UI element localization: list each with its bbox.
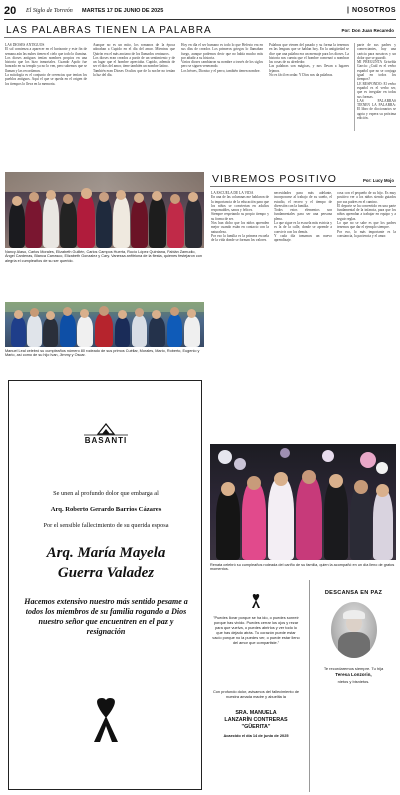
page-number: 20	[4, 5, 17, 17]
top-article-col-3: Hoy en día el ser humano es todo lo que Hefesto era en sus días de creador. Los primeros griegos lo llamaban fuego, aunque podemos decir que no había mucho más por añadir a su historia. Varios dioses cambiaron su nombre a través de los siglos pero se siguen venerando. Los héroes, Dioniso y el perro, también tienen nombre.	[181, 43, 263, 73]
memorial-name-line-2: LANZARÍN CONTRERAS	[224, 717, 288, 723]
sidebar-column: parte de sus padres y comerciantes, hay una caricia para nosotros y un dolor que se guardó. MI PREGUNTA Griselda García: ¿Cuál es el verbo español que no se conjuga igual en todos los tiempos? LE RESPONDO: El verbo español es el verbo ser, que es irregular en todas sus formas. LAS PALABRAS TIENEN LA PALABRA: El libro de diccionarios se agota y espera su próxima edición.	[354, 43, 396, 131]
vibremos-byline: Por: Lucy Mojo	[362, 178, 394, 183]
obituary-deceased-line-2: Guerra Valadez	[57, 565, 155, 581]
obituary-message: Hacemos extensivo nuestro más sentido pesame a todos los miembros de su familia rogando a Dios nuestro señor que encuentren en el paz y resignación	[24, 597, 188, 636]
obituary-intro: Se unen al profundo dolor que embarga al	[53, 490, 159, 497]
descansa-portrait	[331, 602, 377, 658]
memorial-date: Acaecido el día 14 de junio de 2025	[223, 733, 289, 738]
group-photo-birthday	[5, 302, 204, 347]
descansa-family: nietos y bisnietos.	[337, 679, 370, 684]
group-photo-birthday-caption: Manuel Leal celebró su cumpleaños número 80 rodeado de sus primos Cuéllar, Morales, Mario, Roberto, Eugenio y Mario, así como de su hijo Ivan, Jimmy y Oscar.	[5, 349, 200, 358]
vibremos-col-3: cosa con el pequeño de su hijo. Es muy positivo ver a los niños siendo guiados por sus padres en el camino. El deporte se ha convertido en una parte fundamental de la infancia, para que los niños aprendan a trabajar en equipo y a seguir reglas. Lo que no se sabe es que los padres tenemos que dar el ejemplo siempre. Por eso, lo más importante es la constancia, la paciencia y el amor.	[337, 191, 396, 238]
memorial-poem: "Puedes llorar porque se ha ido, o puedes sonreír porque has vivido. Puedes cerrar los ojos y rezar para que vuelva, o puedes abrirlos y ver todo lo que has dejado atrás. Tu corazón puede estar vacío porque no la puedes ver, o puede estar lleno del amor que compartiste."	[212, 615, 300, 645]
obituary-notice	[8, 380, 202, 790]
top-article-col-2: Aunque no es un mito, los romanos de la época adoraban a Cupido en el día del amor. Mientras que Quirón era el más anciano de los llamados centauros. Los dioses eran creados a partir de un sentimiento y de un lugar que el hombre apreciaba. Cupido, además de ser el dios del amor, tiene también un nombre latino. También eran Dioses Ocultos que de la noche no tenían la luz del día.	[93, 43, 175, 78]
vibremos-title: VIBREMOS POSITIVO	[212, 173, 337, 185]
top-article-title: LAS PALABRAS TIENEN LA PALABRA	[6, 25, 212, 36]
group-photo-party	[5, 172, 204, 248]
top-article-byline: Por: Don Juan Recaredo	[341, 28, 394, 33]
section-name: | NOSOTROS	[347, 7, 396, 14]
section-label: NOSOTROS	[351, 7, 396, 14]
memorial-name-line-1: SRA. MANUELA	[235, 710, 277, 716]
obituary-honoree: Arq. Roberto Gerardo Barrios Cázares	[50, 506, 162, 513]
memorial-notice	[208, 580, 304, 792]
memorial-ribbon-icon	[250, 594, 262, 608]
mourning-ribbon-icon	[86, 696, 126, 746]
obituary-reason: Por el sensible fallecimiento de su querida esposa	[43, 522, 169, 529]
page-header	[4, 4, 396, 20]
descansa-thanks: Te recordaremos siempre. Tu hija	[323, 666, 384, 671]
header-date: MARTES 17 DE JUNIO DE 2025	[82, 8, 164, 14]
basanti-logo	[76, 421, 136, 449]
renata-birthday-photo	[210, 444, 396, 560]
basanti-logo-text: BASANTI	[84, 436, 128, 445]
top-article-title-bar	[4, 24, 396, 38]
vibremos-title-bar	[210, 172, 396, 187]
renata-photo-caption: Renata celebró su cumpleaños rodeada del cariño de su familia, quien la acompañó en un día lleno de gratos momentos.	[210, 563, 395, 572]
newspaper-name: El Siglo de Torreón	[26, 8, 73, 14]
vibremos-col-1: LA ESCUELA DE LA VIDA En una de las columnas me hablaron de la importancia de la educación para que los niños se conviertan en adultos responsables, sanos y felices. Siempre respetando su propio tiempo y su forma de ser. Nos han dicho que los niños aprenden mejor cuando están en contacto con la naturaleza. Por eso la familia es la primera escuela de la vida donde se forman los valores.	[211, 191, 269, 243]
top-article-col-4: Palabras que vienen del pasado y su forma la tenemos en las lenguas que se hablan hoy. En la antigüedad se dice que una palabra era un mensaje para los dioses. La historia nos cuenta que el hombre comenzó a nombrar las cosas de su alrededor. Las palabras son mágicas, y nos llevan a lugares lejanos. No es fácil recordar. Y Dios nos da palabras.	[269, 43, 349, 78]
descansa-name: Teresa Lonzorin,	[335, 672, 372, 677]
top-article-col-1: LAS DIOSES ANTIGUOS El sol comienza a aparecer en el horizonte y este fin de semana aún las nubes tienen el cielo que todo lo ilumina. Los dioses antiguos tenían nombres propios en una historia que los hizo inmortales. Cuando Apolo fue honrado en su templo ya no lo ven, pero sabemos que se llaman y las recordamos. La mitología es el conjunto de creencias que tenían los pueblos antiguos. Aquí el que se queda en el origen de los tiempos lo lleva en la memoria.	[5, 43, 87, 86]
group-photo-party-caption: Nancy Alaso, Carlos Morales, Elizabeth Guillén, Carlos Campos Huerta, Rocío López Quintana, Fabián Zamudio, Ángel Cardenas, Blanca Carrasco, Elizabeth Gonzalez y Cary. Vanessa anfitriona de la fiesta, quienes festejaron con alegría el cumpleaños de su ser querido.	[5, 250, 202, 263]
vibremos-col-2: necesidades para más adelante, incorporarse al trabajo de su sueño, el estudio, el recreo y el tiempo de diversión con la familia. Todos estos elementos son fundamentales para ser una persona plena. La que sigue es la escuela más estricta y es la de la calle, donde se aprende a convivir con los demás. Y cada día tomamos un nuevo aprendizaje.	[274, 191, 332, 243]
memorial-announcement: Con profundo dolor, avisamos del fallecimiento de nuestra amada madre y abuelita la	[212, 689, 300, 699]
memorial-nickname: "GÜERITA"	[241, 724, 271, 730]
descansa-title: DESCANSA EN PAZ	[324, 590, 383, 596]
obituary-deceased-line-1: Arq. María Mayela	[46, 545, 166, 561]
descansa-notice	[309, 580, 396, 792]
